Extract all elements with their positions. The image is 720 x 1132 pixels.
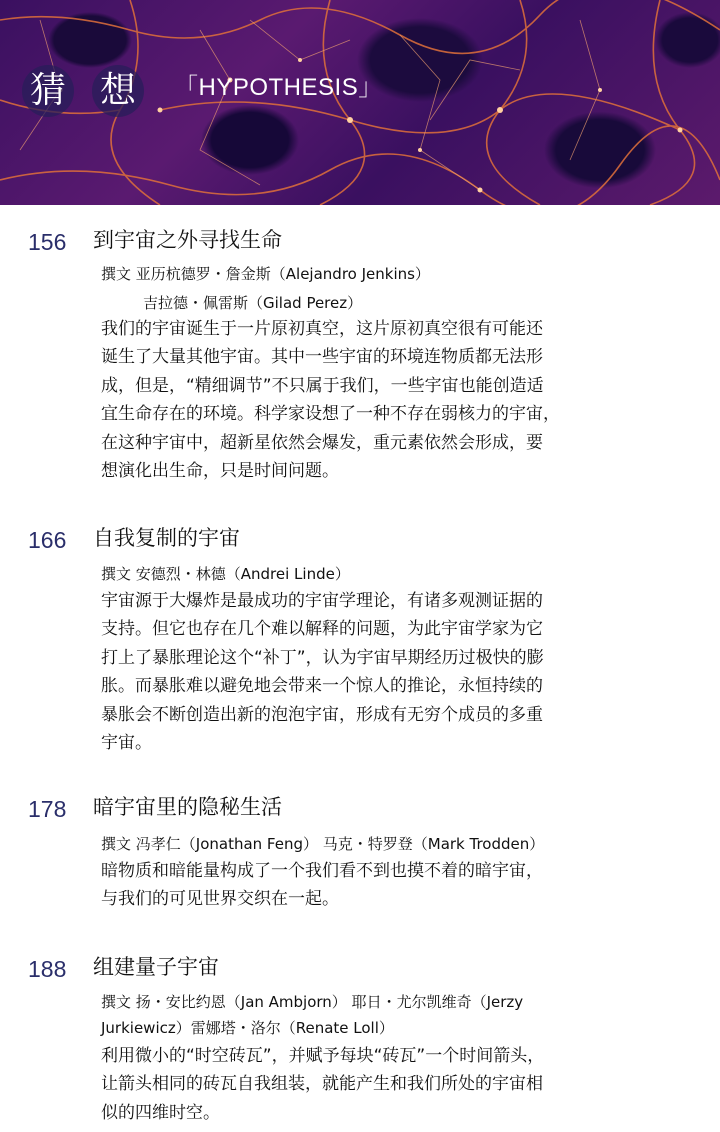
article-authors: 撰文 扬・安比约恩（Jan Ambjorn） 耶日・尤尔凯维奇（Jerzy	[101, 993, 524, 1011]
section-title-char: 猜	[29, 70, 66, 111]
article-summary: 宇宙源于大爆炸是最成功的宇宙学理论，有诸多观测证据的 支持。但它也存在几个难以解释的问题，为此宇宙学家为它 打上了暴胀理论这个“补丁”，认为宇宙早期经历过极快的膨 胀。而暴胀难以避免地会带来一个惊人的推论，永恒持续的 暴胀会不断创造出新的泡泡宇宙，形成有无穷个成员的多重 宇宙。	[101, 591, 544, 753]
section-title-char: 想	[99, 70, 136, 111]
page-number: 156	[28, 229, 67, 255]
article-authors: 吉拉德・佩雷斯（Gilad Perez）	[143, 294, 363, 312]
article-title: 组建量子宇宙	[93, 955, 219, 979]
article-summary: 利用微小的“时空砖瓦”，并赋予每块“砖瓦”一个时间箭头， 让箭头相同的砖瓦自我组装，就能产生和我们所处的宇宙相 似的四维时空。	[101, 1046, 545, 1123]
section-english-title: 「HYPOTHESIS」	[174, 74, 383, 101]
page-number: 166	[28, 527, 67, 553]
article-summary: 暗物质和暗能量构成了一个我们看不到也摸不着的暗宇宙， 与我们的可见世界交织在一起。	[101, 861, 543, 910]
page-number: 188	[28, 956, 67, 982]
article-title: 暗宇宙里的隐秘生活	[93, 795, 282, 819]
article-summary: 我们的宇宙诞生于一片原初真空，这片原初真空很有可能还 诞生了大量其他宇宙。其中一些宇宙的环境连物质都无法形 成，但是，“精细调节”不只属于我们，一些宇宙也能创造适 宜生命存在的环境。科学家设想了一种不存在弱核力的宇宙， 在这种宇宙中，超新星依然会爆发，重元素依然会形成，要 想演化出生命，只是时间问题。	[101, 319, 560, 481]
article-title: 到宇宙之外寻找生命	[93, 228, 282, 252]
article-authors: 撰文 安德烈・林德（Andrei Linde）	[101, 565, 350, 583]
article-authors: Jurkiewicz）雷娜塔・洛尔（Renate Loll）	[101, 1019, 394, 1037]
article-authors: 撰文 冯孝仁（Jonathan Feng） 马克・特罗登（Mark Trodden）	[101, 835, 545, 853]
article-title: 自我复制的宇宙	[93, 526, 240, 550]
cosmic-web-banner	[0, 0, 720, 205]
article-authors: 撰文 亚历杭德罗・詹金斯（Alejandro Jenkins）	[101, 265, 430, 283]
page-number: 178	[28, 796, 67, 822]
